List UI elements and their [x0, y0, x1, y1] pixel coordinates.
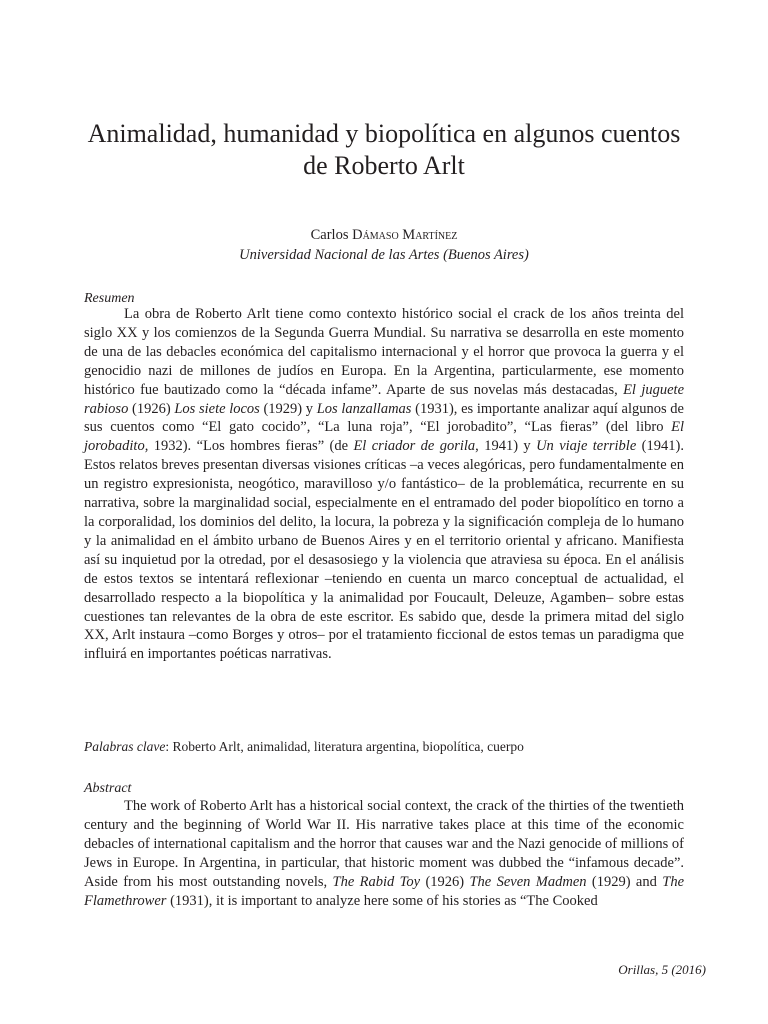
italic-title-run: The Rabid Toy [332, 873, 421, 890]
italic-title-run: The Seven Madmen [469, 873, 587, 890]
resumen-heading: Resumen [84, 291, 135, 306]
italic-title-run: Los siete locos [174, 400, 260, 417]
journal-footer: Orillas, 5 (2016) [618, 962, 706, 977]
text-run: (1941). Estos relatos breves presentan diversas visiones críticas –a veces alegóricas, pero fundamentalmente en un registro expresionista, neogótico, maravilloso y/o fantástico– de la problemática, recurrente en su narrativa, sobre la marginalidad social, especialmente en el entramado del poder biopolítico en torno a la corporalidad, los dominios del delito, la locura, la pobreza y la significación compleja de lo humano y la animalidad en el ámbito urbano de Buenos Aires y en el territorio oriental y africano. Manifiesta así su inquietud por la otredad, por el desasosiego y la violencia que atraviesa su época. En el análisis de estos textos se intentará reflexionar –teniendo en cuenta un marco conceptual de actualidad, el desarrollado respecto a la biopolítica y la animalidad por Foucault, Deleuze, Agamben– sobre estas cuestiones tan relevantes de la obra de este escritor. Es sabido que, desde la primera mitad del siglo XX, Arlt instaura –como Borges y otros– por el tratamiento ficcional de estos temas un paradigma que influirá en importantes poéticas narrativas. [84, 438, 684, 663]
resumen-body [84, 305, 684, 664]
abstract-heading: Abstract [84, 781, 132, 796]
italic-title-run: Los lanzallamas [316, 400, 412, 417]
text-run: (1926) [128, 400, 175, 417]
keywords-text: : Roberto Arlt, animalidad, literatura argentina, biopolítica, cuerpo [165, 739, 524, 754]
italic-title-run: El jorobadito, [84, 419, 684, 455]
text-run: , 1941) y [475, 438, 537, 455]
text-run: (1931), es importante analizar aquí algunos de sus cuentos como “El gato cocido”, “La luna roja”, “El jorobadito”, “Las fieras” (del libro [84, 400, 684, 436]
keywords-line [84, 738, 684, 756]
italic-title-run: El criador de gorila [353, 438, 476, 455]
italic-title-run: Un viaje terrible [536, 438, 637, 455]
text-run: (1929) and [586, 873, 663, 890]
author-last-name: Dámaso Martínez [352, 227, 458, 243]
text-run: (1926) [420, 873, 470, 890]
text-run: (1929) y [259, 400, 317, 417]
text-run: La obra de Roberto Arlt tiene como contexto histórico social el crack de los años treinta del siglo XX y los comienzos de la Segunda Guerra Mundial. Su narrativa se desarrolla en este momento de una de las debacles económica del capitalismo internacional y el horror que provoca la guerra y el genocidio nazi de millones de judíos en Europa. En la Argentina, particularmente, ese momento histórico fue bautizado como la “década infame”. Aparte de sus novelas más destacadas, [84, 306, 684, 398]
italic-title-run: El juguete rabioso [84, 381, 684, 417]
keywords-label: Palabras clave [84, 739, 166, 754]
text-run: The work of Roberto Arlt has a historical social context, the crack of the thirties of the twentieth century and the beginning of World War II. His narrative takes place at this time of the economic debacles of international capitalism and the horror that causes war and the Nazi genocide of millions of Jews in Europe. In Argentina, in particular, that historic moment was dubbed the “infamous decade”. Aside from his most outstanding novels, [84, 798, 684, 890]
text-run: 1932). “Los hombres fieras” (de [148, 438, 354, 455]
author-affiliation: Universidad Nacional de las Artes (Buenos Aires) [239, 247, 529, 263]
italic-title-run: The Flamethrower [84, 873, 684, 909]
author-first-name: Carlos [310, 227, 353, 243]
author-name [80, 225, 688, 245]
article-title: Animalidad, humanidad y biopolítica en algunos cuentos de Roberto Arlt [87, 119, 681, 180]
text-run: (1931), it is important to analyze here some of his stories as “The Cooked [166, 892, 598, 909]
abstract-body [84, 797, 684, 910]
